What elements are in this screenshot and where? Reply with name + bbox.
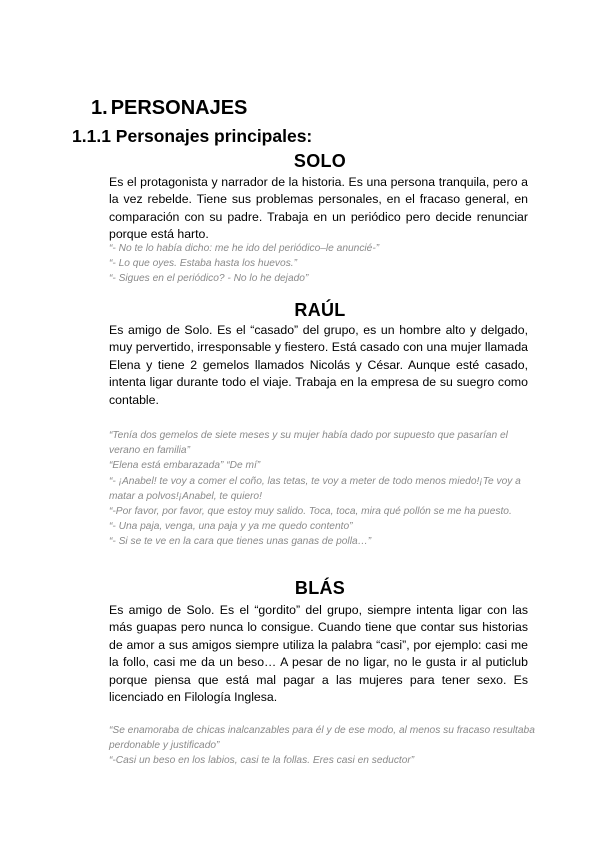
quote: “-Por favor, por favor, que estoy muy salido. Toca, toca, mira qué pollón se me ha puesto. (109, 506, 512, 518)
quote: “- ¡Anabel! te voy a comer el coño, las tetas, te voy a meter de todo menos miedo!¡Te voy a matar a polvos!¡Anabel, te quiero! (109, 475, 521, 502)
quote: “Elena está embarazada” “De mí” (109, 460, 261, 472)
subsection-heading: 1.1.1 Personajes principales: (72, 126, 313, 146)
section-title: PERSONAJES (110, 97, 248, 119)
character-title-raul: RAÚL (294, 300, 346, 320)
quote: “- Si se te ve en la cara que tienes unas ganas de polla…” (109, 536, 372, 548)
quote: “- Una paja, venga, una paja y ya me quedo contento” (109, 521, 353, 533)
quote: “- No te lo había dicho: me he ido del periódico–le anuncié-” (109, 243, 380, 254)
character-title-blas: BLÁS (294, 578, 346, 598)
section-number: 1. (91, 97, 108, 119)
quote: “Tenía dos gemelos de siete meses y su mujer había dado por supuesto que pasarían el verano en familia” (109, 430, 508, 457)
quote: “Se enamoraba de chicas inalcanzables para él y de ese modo, al menos su fracaso resultaba perdonable y justificado” (109, 725, 535, 752)
character-description-raul (109, 322, 528, 409)
quote-list-blas (109, 723, 539, 769)
quote-list-raul (109, 428, 539, 550)
quote-list-solo (109, 241, 539, 287)
description-text: Es amigo de Solo. Es el “casado” del grupo, es un hombre alto y delgado, muy pervertido, irresponsable y fiestero. Está casado con una mujer llamada Elena y tiene 2 gemelos llamados Nicolás y César. Aunque esté casado, intenta ligar durante todo el viaje. Trabaja en la empresa de su suegro como contable. (109, 323, 528, 407)
character-description-blas (109, 602, 528, 706)
section-heading (91, 97, 247, 120)
description-text: Es amigo de Solo. Es el “gordito” del grupo, siempre intenta ligar con las más guapas pero nunca lo consigue. Cuando tiene que contar sus historias de amor a sus amigos siempre utiliza la palabra “casi”, por ejemplo: casi me la follo, casi me da un beso… A pesar de no ligar, no le gusta ir al puticlub porque piensa que está mal pagar a las mujeres para tener sexo. Es licenciado en Filología Inglesa. (109, 603, 528, 705)
quote: “-Casi un beso en los labios, casi te la follas. Eres casi en seductor” (109, 755, 415, 767)
character-title-solo: SOLO (293, 151, 347, 171)
description-text: Es el protagonista y narrador de la historia. Es una persona tranquila, pero a la vez rebelde. Tiene sus problemas personales, en el fracaso general, en comparación con su padre. Trabaja en un periódico pero decide renunciar porque está harto. (109, 175, 528, 242)
quote: “- Lo que oyes. Estaba hasta los huevos.” (109, 258, 298, 270)
quote: “- Sigues en el periódico? - No lo he dejado” (109, 273, 309, 285)
character-description-solo (109, 174, 528, 244)
